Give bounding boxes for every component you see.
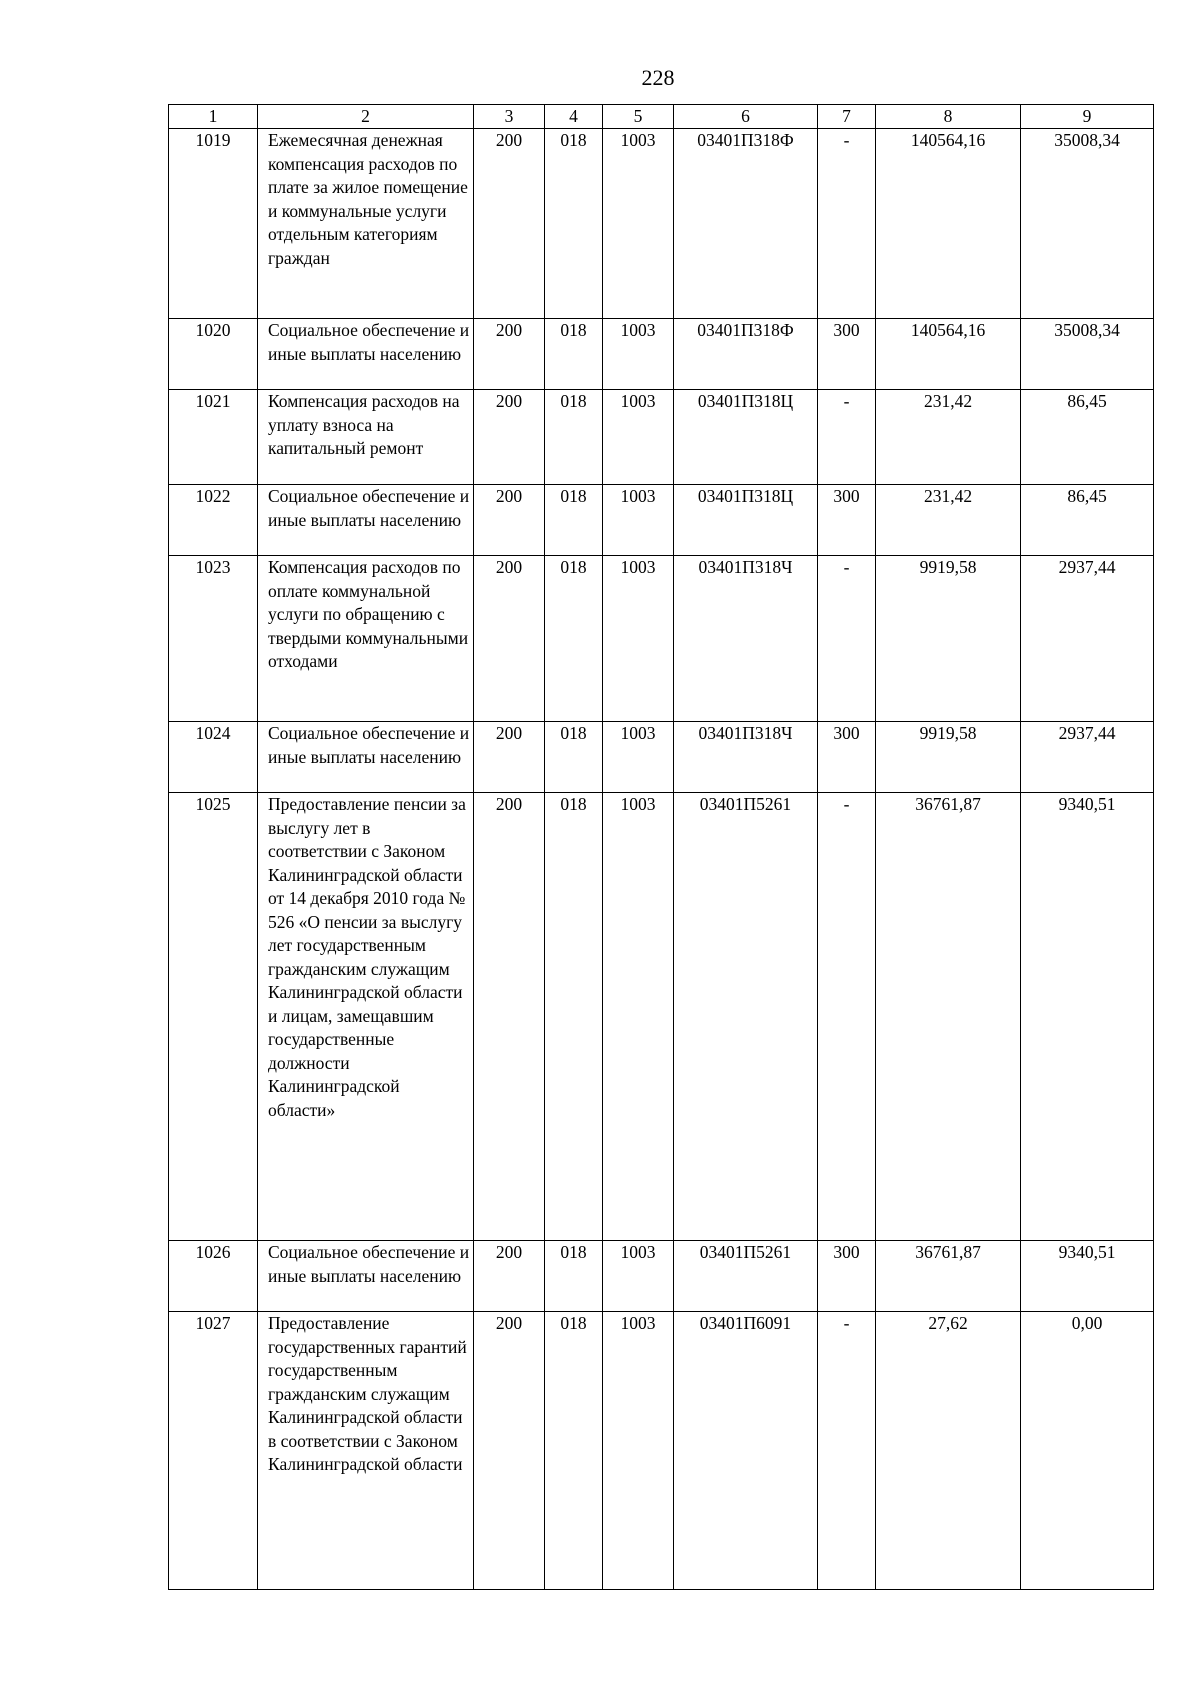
column-header: 4 bbox=[545, 105, 603, 129]
row-number: 1023 bbox=[169, 556, 258, 722]
table-row bbox=[169, 556, 1154, 722]
cell-col9: 9340,51 bbox=[1021, 1241, 1154, 1312]
cell-col4: 018 bbox=[545, 319, 603, 390]
cell-col5: 1003 bbox=[603, 722, 674, 793]
cell-col4: 018 bbox=[545, 129, 603, 319]
cell-col6: 03401П318Ф bbox=[674, 319, 818, 390]
row-number: 1019 bbox=[169, 129, 258, 319]
column-header: 7 bbox=[818, 105, 876, 129]
row-number: 1021 bbox=[169, 390, 258, 485]
table-row bbox=[169, 793, 1154, 1241]
table-row bbox=[169, 1312, 1154, 1590]
cell-col3: 200 bbox=[474, 793, 545, 1241]
cell-col4: 018 bbox=[545, 793, 603, 1241]
row-name: Компенсация расходов по оплате коммунальной услуги по обращению с твердыми коммунальными отходами bbox=[258, 556, 474, 722]
column-header: 8 bbox=[876, 105, 1021, 129]
cell-col4: 018 bbox=[545, 485, 603, 556]
table-row bbox=[169, 129, 1154, 319]
cell-col4: 018 bbox=[545, 722, 603, 793]
budget-table bbox=[168, 104, 1154, 1590]
table-row bbox=[169, 390, 1154, 485]
cell-col6: 03401П318Ч bbox=[674, 556, 818, 722]
table-header-row bbox=[169, 105, 1154, 129]
cell-col9: 0,00 bbox=[1021, 1312, 1154, 1590]
row-name: Социальное обеспечение и иные выплаты населению bbox=[258, 722, 474, 793]
row-number: 1020 bbox=[169, 319, 258, 390]
cell-col9: 9340,51 bbox=[1021, 793, 1154, 1241]
row-name: Социальное обеспечение и иные выплаты населению bbox=[258, 319, 474, 390]
row-number: 1026 bbox=[169, 1241, 258, 1312]
cell-col8: 231,42 bbox=[876, 390, 1021, 485]
table-row bbox=[169, 722, 1154, 793]
table-row bbox=[169, 319, 1154, 390]
cell-col6: 03401П318Ч bbox=[674, 722, 818, 793]
cell-col3: 200 bbox=[474, 1241, 545, 1312]
table-row bbox=[169, 1241, 1154, 1312]
cell-col4: 018 bbox=[545, 1312, 603, 1590]
cell-col9: 86,45 bbox=[1021, 390, 1154, 485]
row-number: 1024 bbox=[169, 722, 258, 793]
cell-col9: 35008,34 bbox=[1021, 129, 1154, 319]
cell-col4: 018 bbox=[545, 556, 603, 722]
cell-col7: 300 bbox=[818, 485, 876, 556]
cell-col8: 9919,58 bbox=[876, 722, 1021, 793]
cell-col7: - bbox=[818, 129, 876, 319]
cell-col3: 200 bbox=[474, 319, 545, 390]
cell-col9: 35008,34 bbox=[1021, 319, 1154, 390]
cell-col5: 1003 bbox=[603, 556, 674, 722]
table-row bbox=[169, 485, 1154, 556]
column-header: 3 bbox=[474, 105, 545, 129]
row-name: Социальное обеспечение и иные выплаты населению bbox=[258, 485, 474, 556]
cell-col6: 03401П318Ц bbox=[674, 485, 818, 556]
row-number: 1027 bbox=[169, 1312, 258, 1590]
cell-col6: 03401П6091 bbox=[674, 1312, 818, 1590]
cell-col3: 200 bbox=[474, 722, 545, 793]
cell-col6: 03401П318Ф bbox=[674, 129, 818, 319]
column-header: 2 bbox=[258, 105, 474, 129]
row-name: Предоставление государственных гарантий государственным гражданским служащим Калининградской области в соответствии с Законом Калининградской области bbox=[258, 1312, 474, 1590]
cell-col3: 200 bbox=[474, 1312, 545, 1590]
column-header: 9 bbox=[1021, 105, 1154, 129]
cell-col3: 200 bbox=[474, 556, 545, 722]
cell-col5: 1003 bbox=[603, 1312, 674, 1590]
cell-col4: 018 bbox=[545, 1241, 603, 1312]
cell-col4: 018 bbox=[545, 390, 603, 485]
cell-col5: 1003 bbox=[603, 485, 674, 556]
cell-col8: 231,42 bbox=[876, 485, 1021, 556]
cell-col6: 03401П5261 bbox=[674, 793, 818, 1241]
cell-col9: 2937,44 bbox=[1021, 722, 1154, 793]
row-number: 1022 bbox=[169, 485, 258, 556]
row-name: Компенсация расходов на уплату взноса на капитальный ремонт bbox=[258, 390, 474, 485]
column-header: 1 bbox=[169, 105, 258, 129]
cell-col5: 1003 bbox=[603, 390, 674, 485]
cell-col8: 140564,16 bbox=[876, 319, 1021, 390]
cell-col6: 03401П318Ц bbox=[674, 390, 818, 485]
column-header: 6 bbox=[674, 105, 818, 129]
cell-col8: 36761,87 bbox=[876, 1241, 1021, 1312]
cell-col5: 1003 bbox=[603, 129, 674, 319]
row-name: Социальное обеспечение и иные выплаты населению bbox=[258, 1241, 474, 1312]
column-header: 5 bbox=[603, 105, 674, 129]
cell-col3: 200 bbox=[474, 129, 545, 319]
cell-col5: 1003 bbox=[603, 793, 674, 1241]
cell-col7: - bbox=[818, 556, 876, 722]
cell-col9: 2937,44 bbox=[1021, 556, 1154, 722]
cell-col5: 1003 bbox=[603, 319, 674, 390]
row-number: 1025 bbox=[169, 793, 258, 1241]
cell-col5: 1003 bbox=[603, 1241, 674, 1312]
cell-col6: 03401П5261 bbox=[674, 1241, 818, 1312]
cell-col7: 300 bbox=[818, 722, 876, 793]
cell-col7: - bbox=[818, 793, 876, 1241]
cell-col3: 200 bbox=[474, 485, 545, 556]
cell-col3: 200 bbox=[474, 390, 545, 485]
cell-col9: 86,45 bbox=[1021, 485, 1154, 556]
cell-col8: 140564,16 bbox=[876, 129, 1021, 319]
row-name: Предоставление пенсии за выслугу лет в соответствии с Законом Калининградской области от 14 декабря 2010 года № 526 «О пенсии за выслугу лет государственным гражданским служащим Калининградской области и лицам, замещавшим государственные должности Калининградской области» bbox=[258, 793, 474, 1241]
page-number: 228 bbox=[641, 65, 675, 90]
cell-col8: 27,62 bbox=[876, 1312, 1021, 1590]
cell-col7: 300 bbox=[818, 319, 876, 390]
cell-col7: 300 bbox=[818, 1241, 876, 1312]
cell-col8: 36761,87 bbox=[876, 793, 1021, 1241]
cell-col7: - bbox=[818, 390, 876, 485]
cell-col8: 9919,58 bbox=[876, 556, 1021, 722]
row-name: Ежемесячная денежная компенсация расходов по плате за жилое помещение и коммунальные услуги отдельным категориям граждан bbox=[258, 129, 474, 319]
cell-col7: - bbox=[818, 1312, 876, 1590]
